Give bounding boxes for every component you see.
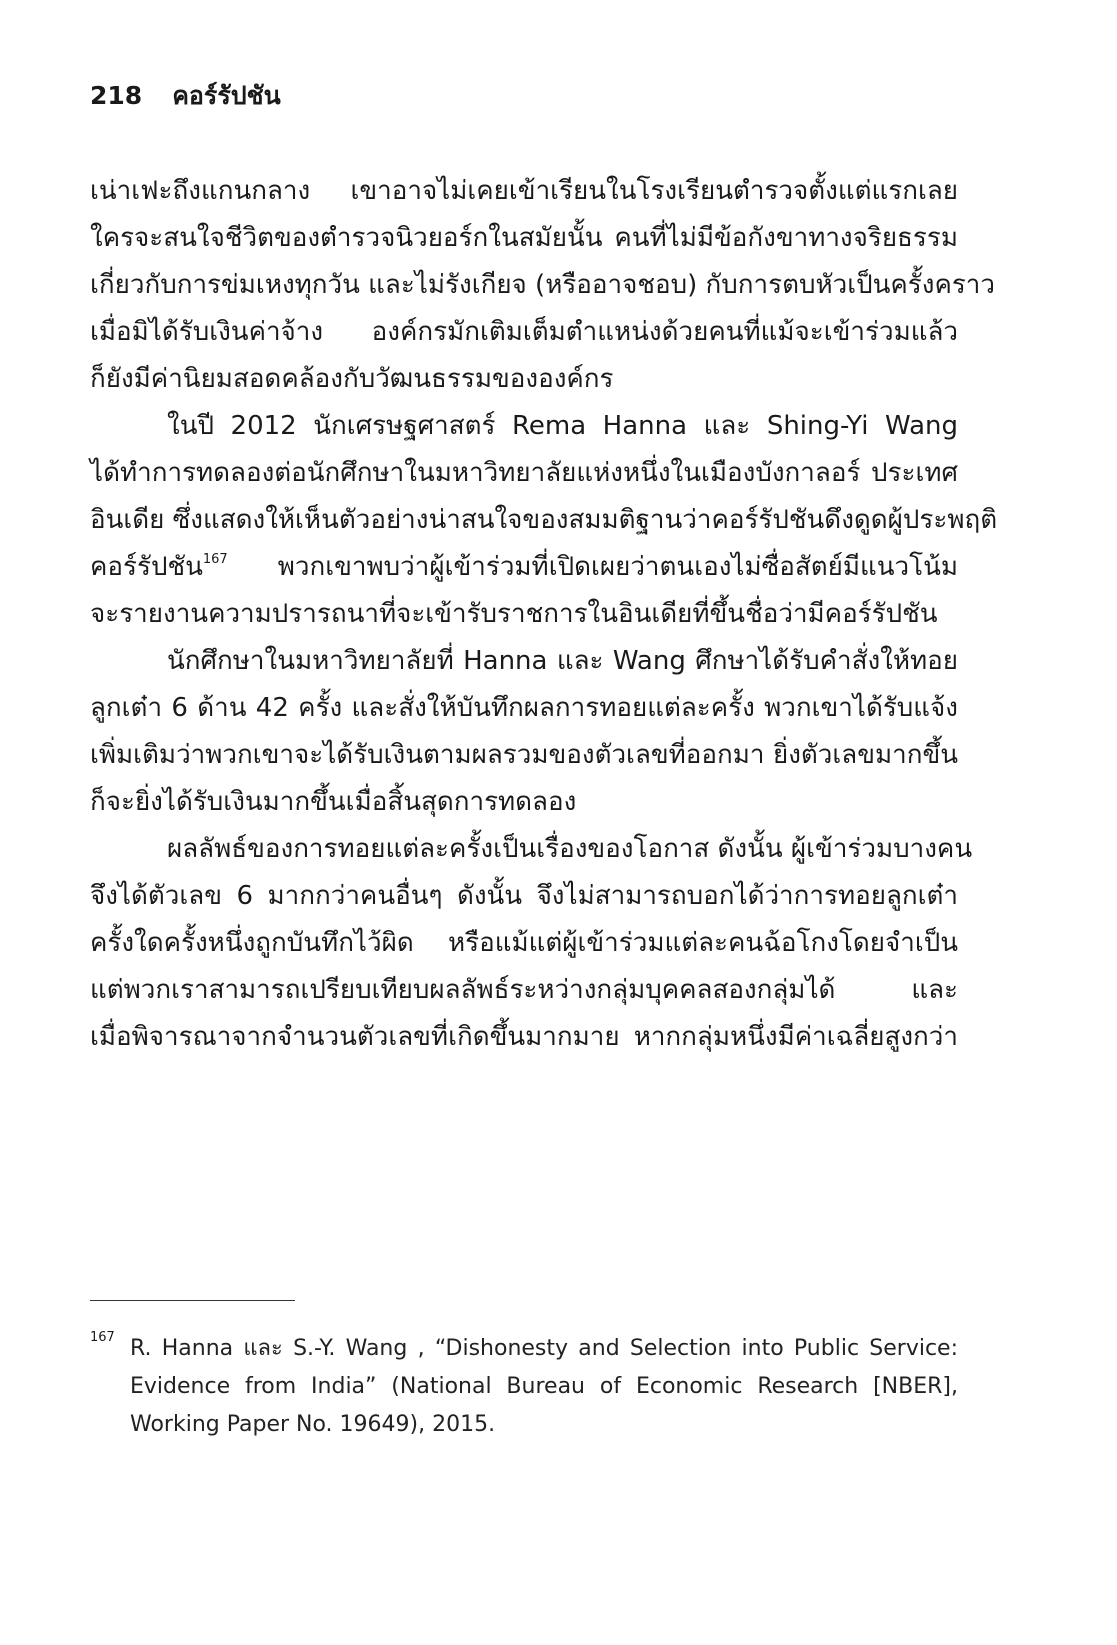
text-line: อินเดีย ซึ่งแสดงให้เห็นตัวอย่างน่าสนใจของสมมติฐานว่าคอร์รัปชันดึงดูดผู้ประพฤติ	[90, 505, 998, 535]
main-text	[90, 168, 998, 1061]
text-line: ก็จะยิ่งได้รับเงินมากขึ้นเมื่อสิ้นสุดการทดลอง	[90, 787, 577, 817]
text-fragment: พวกเขาพบว่าผู้เข้าร่วมที่เปิดเผยว่าตนเองไม่ซื่อสัตย์มีแนวโน้ม	[277, 552, 958, 582]
text-line: ผลลัพธ์ของการทอยแต่ละครั้งเป็นเรื่องของโอกาส ดังนั้น ผู้เข้าร่วมบางคน	[167, 834, 973, 864]
text-line: ในปี 2012 นักเศรษฐศาสตร์ Rema Hanna และ Shing-Yi Wang	[167, 411, 958, 441]
text-line: เกี่ยวกับการข่มเหงทุกวัน และไม่รังเกียจ (หรืออาจชอบ) กับการตบหัวเป็นครั้งคราว	[90, 270, 995, 300]
paragraph-1	[90, 168, 995, 403]
text-line-with-footnote-ref	[90, 544, 958, 591]
text-line: ก็ยังมีค่านิยมสอดคล้องกับวัฒนธรรมขององค์กร	[90, 364, 614, 394]
text-line: เน่าเฟะถึงแกนกลาง เขาอาจไม่เคยเข้าเรียนในโรงเรียนตำรวจตั้งแต่แรกเลย	[90, 176, 958, 206]
footnote	[90, 1330, 958, 1444]
paragraph-3	[90, 638, 958, 826]
text-line: เมื่อพิจารณาจากจำนวนตัวเลขที่เกิดขึ้นมากมาย หากกลุ่มหนึ่งมีค่าเฉลี่ยสูงกว่า	[90, 1022, 958, 1052]
text-line: ลูกเต๋า 6 ด้าน 42 ครั้ง และสั่งให้บันทึกผลการทอยแต่ละครั้ง พวกเขาได้รับแจ้ง	[90, 693, 958, 723]
footnote-line: R. Hanna และ S.-Y. Wang , “Dishonesty and Selection into Public Service:	[130, 1336, 958, 1361]
text-line: เมื่อมิได้รับเงินค่าจ้าง องค์กรมักเติมเต็มตำแหน่งด้วยคนที่แม้จะเข้าร่วมแล้ว	[90, 317, 958, 347]
text-line: นักศึกษาในมหาวิทยาลัยที่ Hanna และ Wang ศึกษาได้รับคำสั่งให้ทอย	[167, 646, 958, 676]
text-line: จะรายงานความปรารถนาที่จะเข้ารับราชการในอินเดียที่ขึ้นชื่อว่ามีคอร์รัปชัน	[90, 599, 938, 629]
footnote-number: 167	[90, 1330, 115, 1345]
paragraph-4	[90, 826, 973, 1061]
footnote-reference[interactable]: 167	[202, 552, 228, 567]
text-fragment: คอร์รัปชัน	[90, 552, 203, 582]
paragraph-2	[90, 403, 998, 638]
text-line: เพิ่มเติมว่าพวกเขาจะได้รับเงินตามผลรวมของตัวเลขที่ออกมา ยิ่งตัวเลขมากขึ้น	[90, 740, 958, 770]
text-line: ครั้งใดครั้งหนึ่งถูกบันทึกไว้ผิด หรือแม้แต่ผู้เข้าร่วมแต่ละคนฉ้อโกงโดยจำเป็น	[90, 928, 958, 958]
page-number: 218	[90, 81, 143, 110]
running-header	[90, 76, 281, 116]
text-line: แต่พวกเราสามารถเปรียบเทียบผลลัพธ์ระหว่างกลุ่มบุคคลสองกลุ่มได้ และ	[90, 975, 958, 1005]
text-line: ได้ทำการทดลองต่อนักศึกษาในมหาวิทยาลัยแห่งหนึ่งในเมืองบังกาลอร์ ประเทศ	[90, 458, 958, 488]
text-line: จึงได้ตัวเลข 6 มากกว่าคนอื่นๆ ดังนั้น จึงไม่สามารถบอกได้ว่าการทอยลูกเต๋า	[90, 881, 958, 911]
text-line: ใครจะสนใจชีวิตของตำรวจนิวยอร์กในสมัยนั้น คนที่ไม่มีข้อกังขาทางจริยธรรม	[90, 223, 958, 253]
footnote-line: Working Paper No. 19649), 2015.	[130, 1412, 496, 1437]
running-title: คอร์รัปชัน	[172, 81, 281, 110]
footnote-divider	[90, 1300, 295, 1301]
footnote-line: Evidence from India” (National Bureau of Economic Research [NBER],	[130, 1374, 958, 1399]
